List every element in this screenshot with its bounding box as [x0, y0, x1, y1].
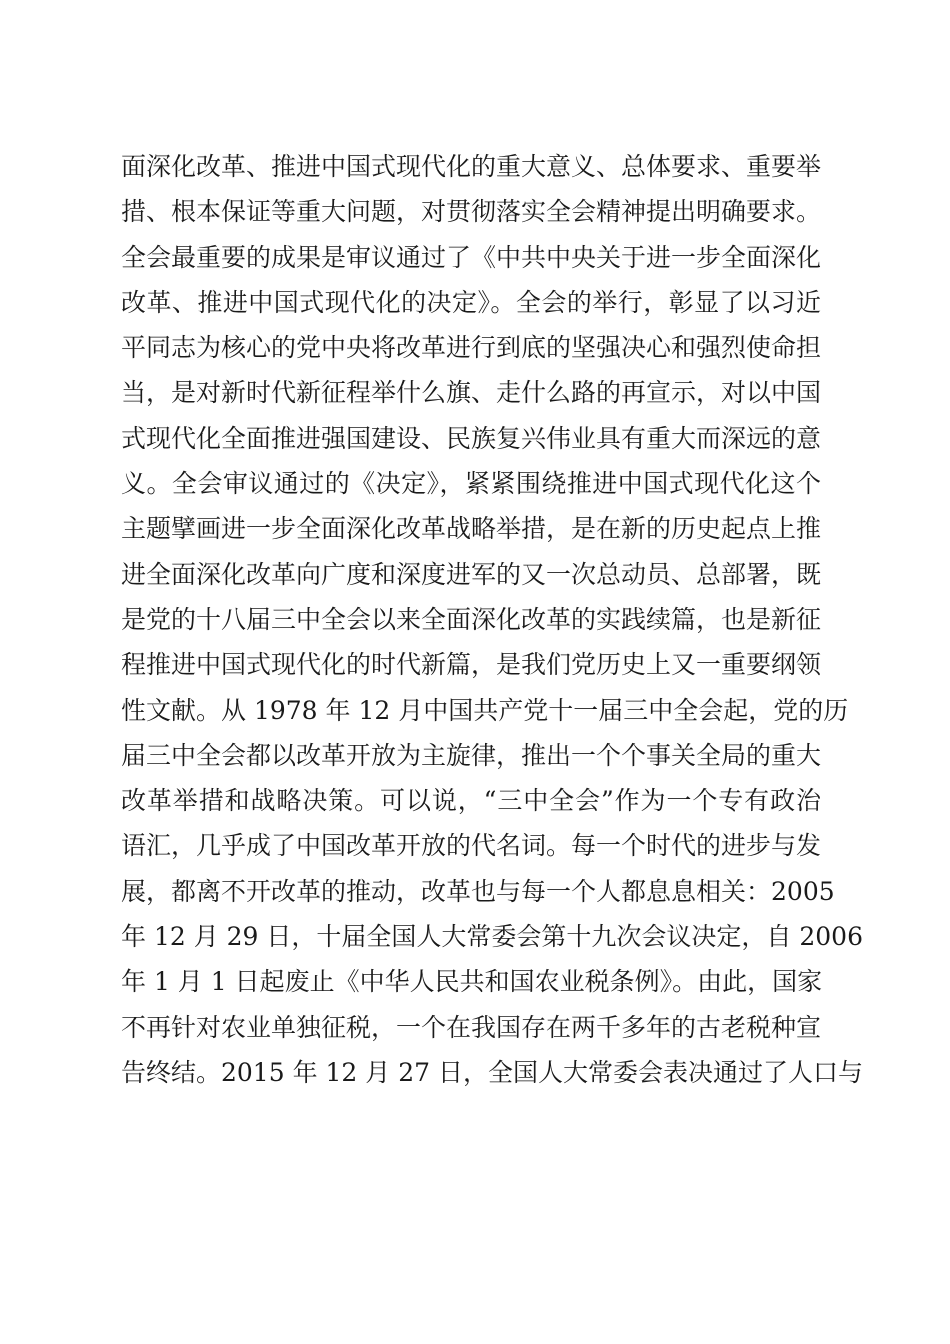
text-line: 措、根本保证等重大问题，对贯彻落实全会精神提出明确要求。 — [121, 197, 822, 227]
text-line: 性文献。从 1978 年 12 月中国共产党十一届三中全会起，党的历 — [121, 695, 849, 725]
text-line: 是党的十八届三中全会以来全面深化改革的实践续篇，也是新征 — [121, 604, 822, 634]
text-line: 主题擘画进一步全面深化改革战略举措，是在新的历史起点上推 — [121, 514, 822, 544]
text-line: 面深化改革、推进中国式现代化的重大意义、总体要求、重要举 — [121, 152, 822, 181]
text-line: 年 12 月 29 日，十届全国人大常委会第十九次会议决定，自 2006 — [121, 922, 863, 952]
text-line: 年 1 月 1 日起废止《中华人民共和国农业税条例》。由此，国家 — [121, 967, 823, 997]
body-text — [121, 144, 863, 1095]
text-line: 平同志为核心的党中央将改革进行到底的坚强决心和强烈使命担 — [121, 333, 822, 363]
text-line: 告终结。2015 年 12 月 27 日，全国人大常委会表决通过了人口与 — [121, 1057, 863, 1087]
text-line: 改革举措和战略决策。可以说，“三中全会”作为一个专有政治 — [121, 786, 821, 816]
text-line: 语汇，几乎成了中国改革开放的代名词。每一个时代的进步与发 — [121, 831, 822, 861]
text-line: 全会最重要的成果是审议通过了《中共中央关于进一步全面深化 — [121, 242, 822, 272]
text-line: 义。全会审议通过的《决定》，紧紧围绕推进中国式现代化这个 — [121, 469, 821, 499]
text-line: 式现代化全面推进强国建设、民族复兴伟业具有重大而深远的意 — [121, 423, 822, 453]
text-line: 届三中全会都以改革开放为主旋律，推出一个个事关全局的重大 — [121, 740, 822, 770]
text-line: 不再针对农业单独征税，一个在我国存在两千多年的古老税种宣 — [121, 1012, 822, 1042]
text-line: 当，是对新时代新征程举什么旗、走什么路的再宣示，对以中国 — [121, 378, 822, 408]
text-line: 进全面深化改革向广度和深度进军的又一次总动员、总部署，既 — [121, 559, 822, 589]
text-line: 展，都离不开改革的推动，改革也与每一个人都息息相关：2005 — [121, 876, 835, 906]
text-line: 程推进中国式现代化的时代新篇，是我们党历史上又一重要纲领 — [121, 650, 822, 680]
text-line: 改革、推进中国式现代化的决定》。全会的举行，彰显了以习近 — [121, 287, 821, 317]
